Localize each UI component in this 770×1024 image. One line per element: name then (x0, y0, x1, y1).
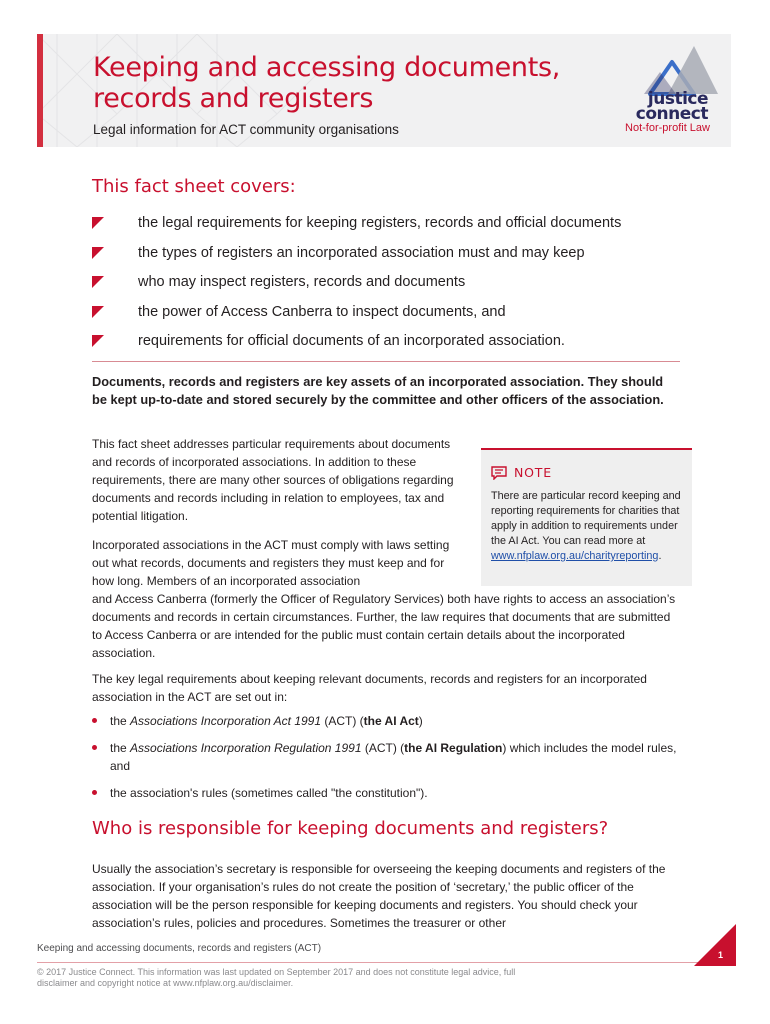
law-prefix: the (110, 714, 131, 728)
covers-item (92, 302, 692, 332)
law-suffix: ) (418, 714, 423, 728)
covers-item-text: the power of Access Canberra to inspect documents, and (138, 303, 506, 320)
speech-bubble-icon (491, 466, 507, 480)
law-name: Associations Incorporation Act 1991 (130, 714, 322, 728)
covers-item (92, 243, 692, 273)
covers-item-text: who may inspect registers, records and documents (138, 274, 466, 290)
law-prefix: the (110, 741, 131, 755)
note-text (491, 489, 683, 564)
page-title: Keeping and accessing documents, records and registers (93, 52, 561, 114)
law-item (92, 712, 692, 730)
covers-item-text: the types of registers an incorporated association must and may keep (138, 244, 585, 261)
covers-item (92, 331, 692, 361)
logo-tagline: Not-for-profit Law (625, 122, 710, 134)
law-item (92, 739, 685, 775)
section-heading-responsibility: Who is responsible for keeping documents and registers? (92, 818, 609, 839)
triangle-bullet-icon (92, 276, 104, 288)
page-number: 1 (718, 950, 724, 960)
note-link-suffix: . (658, 550, 662, 562)
note-label: NOTE (514, 465, 552, 480)
body-paragraph-2: Incorporated associations in the ACT must comply with laws setting out what records, documents and registers they must keep and for how long. Members of an incorporated association (92, 538, 450, 588)
law-item (92, 784, 692, 802)
triangle-bullet-icon (92, 335, 104, 347)
page-corner-triangle-icon (694, 924, 736, 966)
charity-reporting-link[interactable]: www.nfplaw.org.au/charityreporting (491, 550, 659, 562)
covers-list (92, 213, 692, 361)
law-mid: (ACT) ( (361, 741, 405, 755)
page-subtitle: Legal information for ACT community organisations (93, 122, 399, 137)
law-mid: (ACT) ( (321, 714, 364, 728)
covers-item (92, 272, 692, 302)
section-responsibility-text: Usually the association’s secretary is responsible for overseeing the keeping documents and registers of the association. If your organisation’s rules do not create the position of ‘secretary,’ the public officer of the association will be the person responsible for keeping documents and registers. You should check your association’s rules, policies and procedures. Sometimes the treasurer or other (92, 862, 666, 930)
footer-divider (37, 962, 703, 963)
laws-list (92, 712, 692, 811)
triangle-bullet-icon (92, 247, 104, 259)
triangle-bullet-icon (92, 217, 104, 229)
note-box (481, 448, 692, 586)
law-suffix: ) which includes the model rules, and (110, 741, 677, 773)
note-body: There are particular record keeping and reporting requirements for charities that apply in addition to requirements under the AI Act. You can read more at (491, 490, 681, 547)
triangle-bullet-icon (92, 306, 104, 318)
footer-title: Keeping and accessing documents, records and registers (ACT) (37, 943, 322, 954)
body-paragraph-3: The key legal requirements about keeping relevant documents, records and registers for an incorporated association in the ACT are set out in: (92, 672, 647, 704)
covers-item-text: requirements for official documents of an incorporated association. (138, 333, 565, 349)
body-paragraph-2-continued: and Access Canberra (formerly the Officer of Regulatory Services) both have rights to access an association’s documents and records in certain circumstances. Further, the law requires that documents that are submitted to Access Canberra or are intended for the public must contain certain details about the incorporated association. (92, 592, 676, 660)
covers-item (92, 213, 692, 243)
law-short-name: the AI Regulation (404, 741, 503, 755)
section-divider (92, 361, 680, 362)
body-paragraph-1: This fact sheet addresses particular requirements about documents and records of incorporated associations. In addition to these requirements, there are many other sources of obligations regarding documents and records including in relation to employees, tax and potential litigation. (92, 437, 454, 523)
covers-heading: This fact sheet covers: (92, 176, 296, 197)
banner-accent-bar (37, 34, 43, 147)
footer-legal: © 2017 Justice Connect. This information was last updated on September 2017 and does not constitute legal advice, full disclaimer and copyright notice at www.nfplaw.org.au/disclaimer. (37, 967, 516, 988)
logo-name: justice connect (635, 89, 708, 124)
law-text: the association's rules (sometimes called "the constitution"). (110, 786, 428, 800)
law-short-name: the AI Act (363, 714, 419, 728)
covers-item-text: the legal requirements for keeping registers, records and official documents (138, 215, 622, 231)
law-name: Associations Incorporation Regulation 1991 (130, 741, 362, 755)
intro-paragraph: Documents, records and registers are key assets of an incorporated association. They should be kept up-to-date and stored securely by the committee and other officers of the association. (92, 374, 664, 407)
